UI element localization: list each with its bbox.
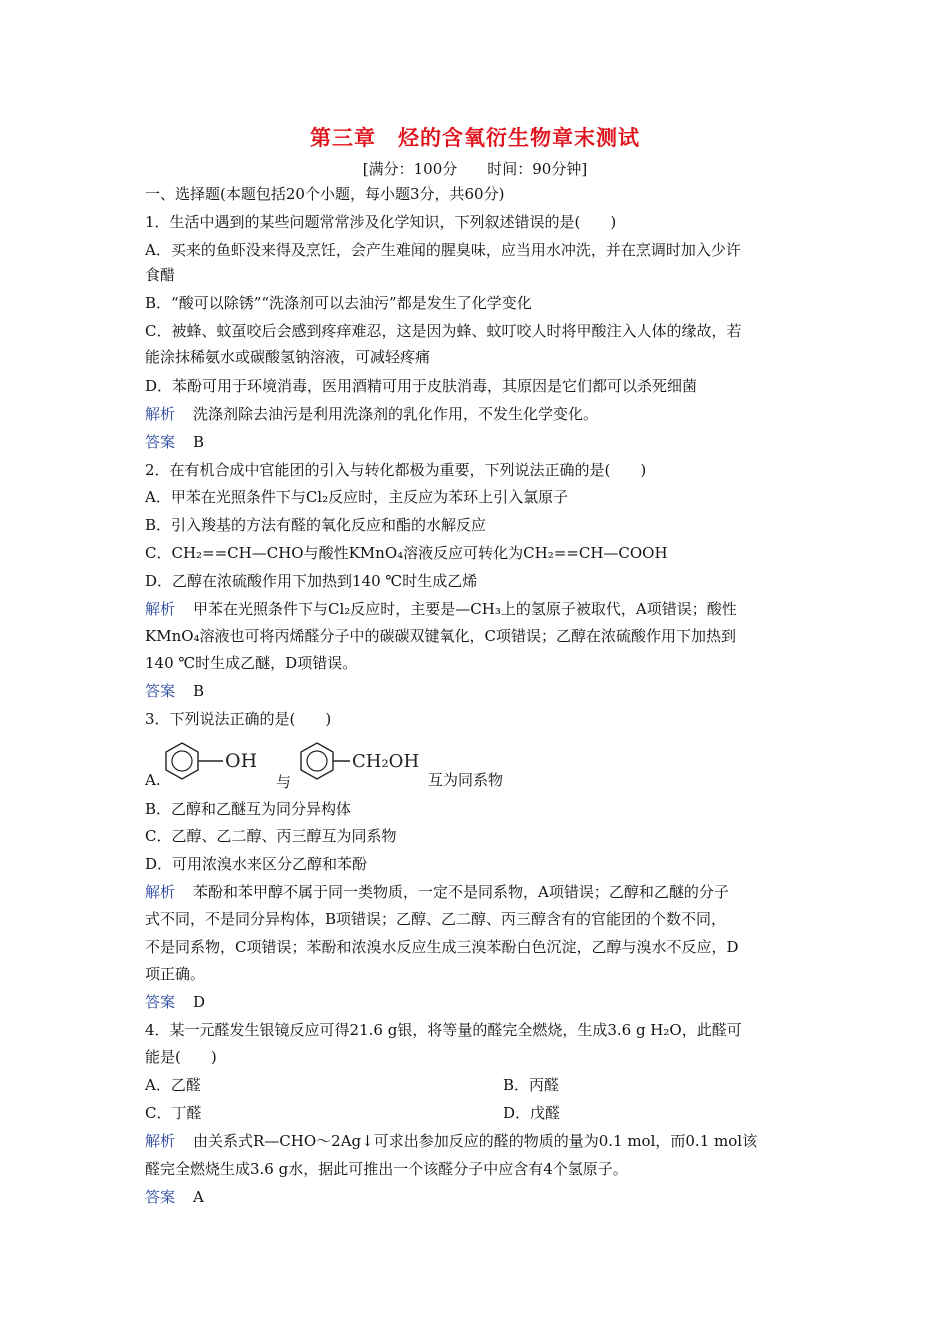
q4-option-a: A．乙醛: [145, 1076, 201, 1094]
q1-stem: 1．生活中遇到的某些问题常常涉及化学知识，下列叙述错误的是( ): [145, 213, 617, 231]
q4-stem-cont: 能是( ): [145, 1048, 217, 1066]
answer-label: 答案: [145, 1188, 176, 1206]
q2-option-d: D．乙醇在浓硫酸作用下加热到140 ℃时生成乙烯: [145, 572, 478, 590]
q3-answer: 答案 D: [145, 993, 206, 1011]
answer-label: 答案: [145, 433, 176, 451]
analysis-label: 解析: [145, 600, 176, 618]
q3-option-a-prefix: A.: [145, 771, 161, 789]
answer-label: 答案: [145, 993, 176, 1011]
section-heading: 一、选择题(本题包括20个小题，每小题3分，共60分): [145, 185, 505, 203]
q2-stem: 2．在有机合成中官能团的引入与转化都极为重要，下列说法正确的是( ): [145, 461, 647, 479]
page-subtitle: [满分：100分 时间：90分钟]: [362, 160, 588, 178]
analysis-label: 解析: [145, 405, 176, 423]
page-title: 第三章 烃的含氧衍生物章末测试: [310, 126, 640, 150]
q1-option-d: D．苯酚可用于环境消毒，医用酒精可用于皮肤消毒，其原因是它们都可以杀死细菌: [145, 377, 698, 395]
q3-option-a-with: 与: [276, 773, 292, 791]
analysis-label: 解析: [145, 1132, 176, 1150]
q3-option-b: B．乙醇和乙醚互为同分异构体: [145, 800, 352, 818]
q3-analysis-cont: 项正确。: [145, 965, 206, 983]
phenol-oh-label: OH: [225, 750, 258, 772]
q3-option-d: D．可用浓溴水来区分乙醇和苯酚: [145, 855, 368, 873]
q4-option-d: D．戊醛: [503, 1104, 561, 1122]
q4-answer: 答案 A: [145, 1188, 204, 1206]
q3-stem: 3．下列说法正确的是( ): [145, 710, 332, 728]
q3-option-a-suffix: 互为同系物: [428, 771, 504, 789]
analysis-label: 解析: [145, 883, 176, 901]
q1-option-a: A．买来的鱼虾没来得及烹饪，会产生难闻的腥臭味，应当用水冲洗，并在烹调时加入少许: [145, 241, 741, 259]
q1-answer: 答案 B: [145, 433, 205, 451]
q3-analysis: 解析 苯酚和苯甲醇不属于同一类物质，一定不是同系物，A项错误；乙醇和乙醚的分子: [145, 883, 729, 901]
q4-option-b: B．丙醛: [503, 1076, 560, 1094]
q1-option-b: B．“酸可以除锈”“洗涤剂可以去油污”都是发生了化学变化: [145, 294, 532, 312]
q1-option-a-cont: 食醋: [145, 266, 176, 284]
q1-analysis: 解析 洗涤剂除去油污是利用洗涤剂的乳化作用，不发生化学变化。: [145, 405, 599, 423]
q4-stem: 4．某一元醛发生银镜反应可得21.6 g银，将等量的醛完全燃烧，生成3.6 g H₂O，此醛可: [145, 1021, 742, 1039]
q4-analysis-cont: 醛完全燃烧生成3.6 g水，据此可推出一个该醛分子中应含有4个氢原子。: [145, 1160, 628, 1178]
answer-label: 答案: [145, 682, 176, 700]
q2-option-c: C．CH₂==CH—CHO与酸性KMnO₄溶液反应可转化为CH₂==CH—COOH: [145, 544, 668, 562]
q3-analysis-cont: 式不同，不是同分异构体，B项错误；乙醇、乙二醇、丙三醇含有的官能团的个数不同，: [145, 910, 727, 928]
q1-option-c-cont: 能涂抹稀氨水或碳酸氢钠溶液，可减轻疼痛: [145, 348, 431, 366]
q3-analysis-cont: 不是同系物，C项错误；苯酚和浓溴水反应生成三溴苯酚白色沉淀，乙醇与溴水不反应，D: [145, 938, 739, 956]
q3-option-c: C．乙醇、乙二醇、丙三醇互为同系物: [145, 827, 397, 845]
q2-option-b: B．引入羧基的方法有醛的氧化反应和酯的水解反应: [145, 516, 487, 534]
benzyl-ch2oh-label: CH₂OH: [352, 751, 420, 772]
q2-analysis-cont: KMnO₄溶液也可将丙烯醛分子中的碳碳双键氧化，C项错误；乙醇在浓硫酸作用下加热到: [145, 627, 737, 645]
q4-option-c: C．丁醛: [145, 1104, 202, 1122]
q1-option-c: C．被蜂、蚊虿咬后会感到疼痒难忍，这是因为蜂、蚊叮咬人时将甲酸注入人体的缘故，若: [145, 322, 742, 340]
q2-answer: 答案 B: [145, 682, 205, 700]
q4-analysis: 解析 由关系式R—CHO～2Ag↓可求出参加反应的醛的物质的量为0.1 mol，而0.1 mol该: [145, 1132, 758, 1150]
q2-analysis: 解析 甲苯在光照条件下与Cl₂反应时，主要是—CH₃上的氢原子被取代，A项错误；酸性: [145, 600, 737, 618]
phenol-structure: [163, 738, 273, 788]
benzyl-alcohol-structure: [298, 738, 426, 788]
q2-option-a: A．甲苯在光照条件下与Cl₂反应时，主反应为苯环上引入氯原子: [145, 488, 569, 506]
q2-analysis-cont: 140 ℃时生成乙醚，D项错误。: [145, 654, 358, 672]
